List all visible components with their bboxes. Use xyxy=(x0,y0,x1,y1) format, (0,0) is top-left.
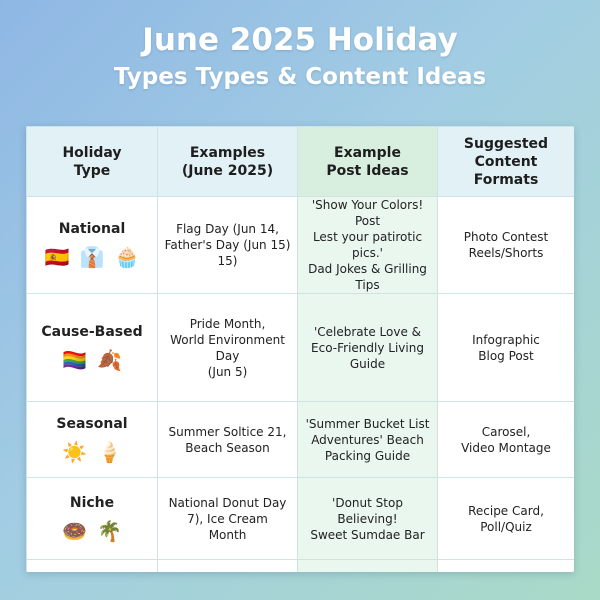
type-cell xyxy=(27,478,158,560)
examples-cell: National Donut Day 7), Ice Cream Month xyxy=(158,478,298,560)
donut-icon: 🍩 xyxy=(62,518,87,543)
palm-tree-icon: 🌴 xyxy=(97,518,122,543)
empty-cell xyxy=(298,560,438,573)
header-holiday-type: Holiday Type xyxy=(27,127,158,197)
holiday-table xyxy=(26,126,574,572)
cupcake-icon: 🧁 xyxy=(114,245,140,269)
ice-cream-icon: 🍦 xyxy=(97,439,122,464)
type-icons xyxy=(30,245,154,269)
table-row xyxy=(27,197,575,294)
type-icons xyxy=(30,519,154,543)
formats-cell: Carosel, Video Montage xyxy=(438,402,575,478)
necktie-icon: 👔 xyxy=(79,245,105,269)
empty-cell xyxy=(438,560,575,573)
sun-icon: ☀️ xyxy=(62,439,87,464)
table-row xyxy=(27,294,575,402)
examples-cell: Pride Month, World Environment Day (Jun 5) xyxy=(158,294,298,402)
formats-cell: Infographic Blog Post xyxy=(438,294,575,402)
table-row xyxy=(27,478,575,560)
type-cell xyxy=(27,294,158,402)
flag-icon: 🇪🇸 xyxy=(44,245,70,269)
page-title: June 2025 Holiday xyxy=(142,22,458,58)
type-name: Niche xyxy=(69,494,115,511)
holiday-table-container xyxy=(26,126,574,572)
type-name: National xyxy=(58,221,126,237)
table-row-empty xyxy=(27,560,575,573)
table-row xyxy=(27,402,575,478)
post-ideas-cell: 'Donut Stop Believing! Sweet Sumdae Bar xyxy=(298,478,438,560)
formats-cell: Photo Contest Reels/Shorts xyxy=(438,197,575,294)
header-post-ideas: Example Post Ideas xyxy=(298,127,438,197)
examples-cell: Flag Day (Jun 14, Father's Day (Jun 15) 15) xyxy=(158,197,298,294)
table-header-row xyxy=(27,127,575,197)
type-name: Cause-Based xyxy=(41,323,143,340)
type-icons xyxy=(30,348,154,372)
empty-cell xyxy=(27,560,158,573)
examples-cell: Summer Soltice 21, Beach Season xyxy=(158,402,298,478)
header-content-formats: Suggested Content Formats xyxy=(438,127,575,197)
page-subtitle: Types Types & Content Ideas xyxy=(113,64,487,90)
type-cell xyxy=(27,402,158,478)
post-ideas-cell: 'Celebrate Love & Eco-Friendly Living Guide xyxy=(298,294,438,402)
post-ideas-cell: 'Summer Bucket List Adventures' Beach Packing Guide xyxy=(298,402,438,478)
post-ideas-cell: 'Show Your Colors! Post Lest your patirotic pics.' Dad Jokes & Grilling Tips xyxy=(298,197,438,294)
type-name: Seasonal xyxy=(56,415,128,432)
header-examples: Examples (June 2025) xyxy=(158,127,298,197)
formats-cell: Recipe Card, Poll/Quiz xyxy=(438,478,575,560)
type-icons xyxy=(30,440,154,464)
leaves-icon: 🍂 xyxy=(97,347,122,372)
type-cell xyxy=(27,197,158,294)
rainbow-flag-icon: 🏳️‍🌈 xyxy=(62,347,87,372)
empty-cell xyxy=(158,560,298,573)
